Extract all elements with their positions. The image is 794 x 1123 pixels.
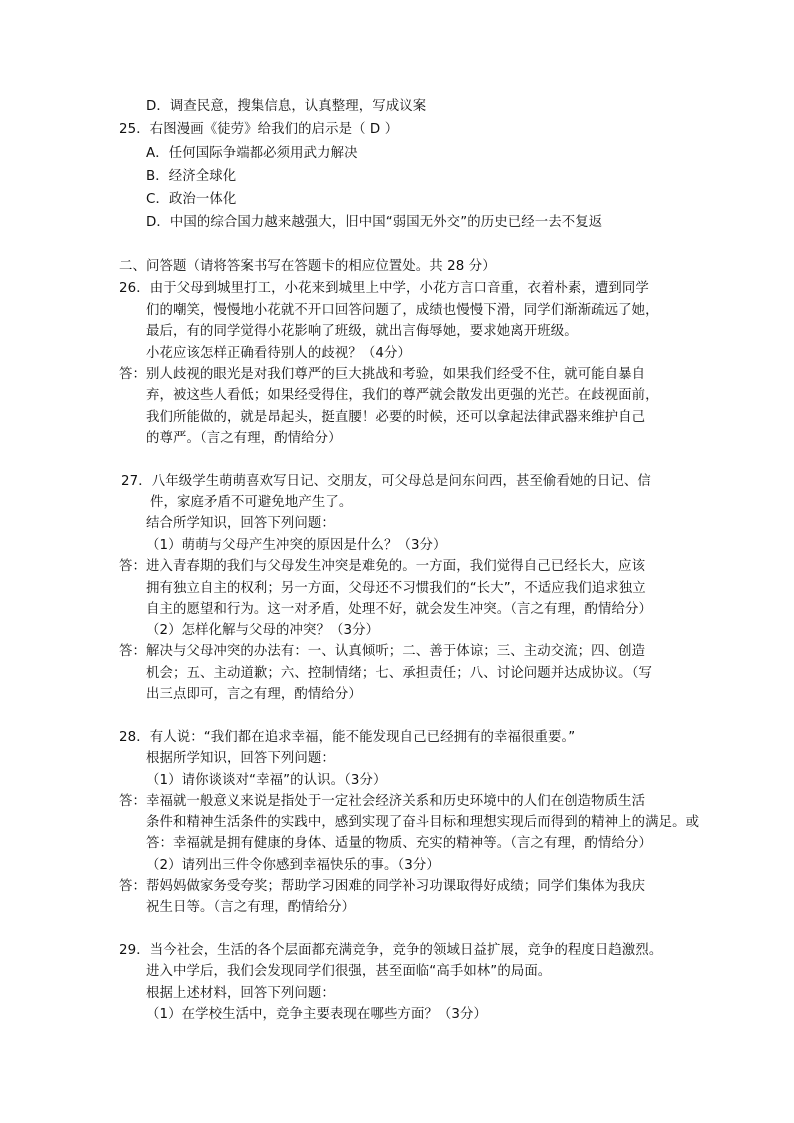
q26-answer-line: 答：别人歧视的眼光是对我们尊严的巨大挑战和考验，如果我们经受不住，就可能自暴自 [119,367,646,382]
q27-subquestion-1: （1）萌萌与父母产生冲突的原因是什么？（3分） [146,538,447,553]
q28-answer-1-line: 条件和精神生活条件的实践中，感到实现了奋斗目标和理想实现后而得到的精神上的满足。或 [146,815,700,830]
q26-answer-line: 弃，被这些人看低；如果经受得住，我们的尊严就会散发出更强的光芒。在歧视面前， [146,388,659,403]
q27-stem-line: 27．八年级学生萌萌喜欢写日记、交朋友，可父母总是问东问西，甚至偷看她的日记、信 [121,474,651,489]
q26-stem-line: 们的嘲笑，慢慢地小花就不开口回答问题了，成绩也慢慢下滑，同学们渐渐疏远了她， [146,303,659,318]
q27-stem-line: 件，家庭矛盾不可避免地产生了。 [150,495,353,510]
q25-option-d: D．中国的综合国力越来越强大，旧中国“弱国无外交”的历史已经一去不复返 [146,215,603,230]
q25-option-c: C．政治一体化 [146,192,237,207]
q28-subquestion-2: （2）请列出三件令你感到幸福快乐的事。（3分） [146,858,440,873]
q28-instruction: 根据所学知识，回答下列问题： [146,751,335,766]
q25-option-a: A．任何国际争端都必须用武力解决 [146,146,358,161]
q26-stem-line: 26．由于父母到城里打工，小花来到城里上中学，小花方言口音重，衣着朴素，遭到同学 [119,281,649,296]
q28-answer-1-line: 答：幸福就一般意义来说是指处于一定社会经济关系和历史环境中的人们在创造物质生活 [119,794,646,809]
q28-stem: 28．有人说：“我们都在追求幸福，能不能发现自己已经拥有的幸福很重要。” [119,730,576,745]
q28-answer-2-line: 祝生日等。（言之有理，酌情给分） [146,900,356,915]
q27-answer-1-line: 拥有独立自主的权利；另一方面，父母还不习惯我们的“长大”，不适应我们追求独立 [146,581,646,596]
q26-answer-line: 的尊严。（言之有理，酌情给分） [146,431,342,446]
q25-option-b: B．经济全球化 [146,169,237,184]
q27-answer-2-line: 机会；五、主动道歉；六、控制情绪；七、承担责任；八、讨论问题并达成协议。（写 [146,666,652,681]
q29-stem-line: 进入中学后，我们会发现同学们很强，甚至面临“高手如林”的局面。 [146,964,552,979]
q27-subquestion-2: （2）怎样化解与父母的冲突？（3分） [146,623,380,638]
q26-question: 小花应该怎样正确看待别人的歧视？（4分） [146,346,411,361]
q26-stem-line: 最后，有的同学觉得小花影响了班级，就出言侮辱她，要求她离开班级。 [146,324,578,339]
q25-stem: 25．右图漫画《徒劳》给我们的启示是（ D ） [119,122,399,137]
q24-option-d: D．调查民意，搜集信息，认真整理，写成议案 [146,99,427,114]
q27-instruction: 结合所学知识，回答下列问题： [146,516,335,531]
q26-answer-line: 我们所能做的，就是昂起头，挺直腰！必要的时候，还可以拿起法律武器来维护自己 [146,410,646,425]
q28-subquestion-1: （1）请你谈谈对“幸福”的认识。（3分） [146,773,387,788]
q29-stem-line: 29．当今社会，生活的各个层面都充满竞争，竞争的领域日益扩展，竞争的程度日趋激烈。 [119,943,663,958]
q27-answer-1-line: 自主的愿望和行为。这一对矛盾，处理不好，就会发生冲突。（言之有理，酌情给分） [146,602,652,617]
q28-answer-2-line: 答：帮妈妈做家务受夸奖；帮助学习困难的同学补习功课取得好成绩；同学们集体为我庆 [119,879,646,894]
q27-answer-2-line: 出三点即可，言之有理，酌情给分） [146,687,362,702]
q28-answer-1-line: 答：幸福就是拥有健康的身体、适量的物质、充实的精神等。（言之有理，酌情给分） [146,836,652,851]
q29-subquestion-1: （1）在学校生活中，竞争主要表现在哪些方面？（3分） [146,1007,488,1022]
section-heading: 二、问答题（请将答案书写在答题卡的相应位置处。共 28 分） [119,259,496,274]
q27-answer-1-line: 答：进入青春期的我们与父母发生冲突是难免的。一方面，我们觉得自己已经长大，应该 [119,559,646,574]
q27-answer-2-line: 答：解决与父母冲突的办法有：一、认真倾听；二、善于体谅；三、主动交流；四、创造 [119,644,646,659]
q29-instruction: 根据上述材料，回答下列问题： [146,986,335,1001]
